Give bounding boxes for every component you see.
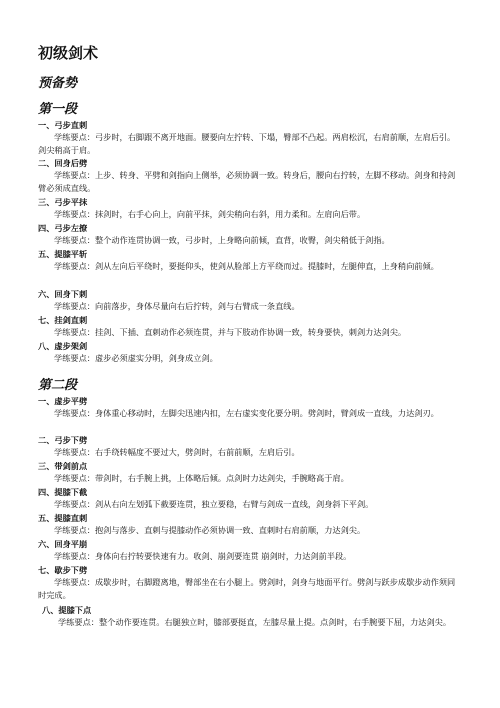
section-heading-1: 第一段 [38, 102, 78, 117]
item-body: 学练要点：抹剑时，右手心向上，向前平抹，剑尖稍向右斜，用力柔和。左肩向后带。 [54, 209, 366, 219]
section-1-item-5 [38, 248, 462, 273]
section-2-item-3 [38, 460, 462, 485]
item-body: 学练要点：弓步时，右脚跟不离开地面。腰要向左拧转、下塌，臀部不凸起。两肩松沉，右肩前顺，左肩后引。剑尖稍高于肩。 [38, 132, 456, 155]
document-title: 初级剑术 [38, 44, 99, 62]
item-heading: 五、提膝平斩 [38, 249, 88, 259]
item-heading: 二、弓步下劈 [38, 435, 88, 445]
section-2-item-1 [38, 395, 462, 420]
item-body: 学练要点：整个动作连贯协调一致，弓步时，上身略向前倾，直背，收臀，剑尖稍低于剑指。 [54, 235, 390, 245]
section-1-item-4 [38, 222, 462, 247]
item-heading: 七、挂剑直刺 [38, 315, 88, 325]
item-heading: 四、提膝下截 [38, 487, 88, 497]
item-heading: 一、虚步平劈 [38, 396, 88, 406]
item-heading: 七、歇步下劈 [38, 565, 88, 575]
section-2-item-8 [38, 604, 462, 629]
item-heading: 二、回身后劈 [38, 158, 88, 168]
section-2-item-6 [38, 538, 462, 563]
item-body: 学练要点：剑从左向后平绕时，要挺仰头，使剑从脸部上方平绕而过。提膝时，左腿伸直，上身稍向前倾。 [54, 261, 439, 271]
item-body: 学练要点：成歇步时，右脚蹬离地，臀部坐在右小腿上。劈剑时，剑身与地面平行。劈剑与跃步成歇步动作须同时完成。 [38, 577, 456, 600]
section-2-item-7 [38, 564, 462, 601]
item-body: 学练要点：挂剑、下插、直刺动作必须连贯，并与下肢动作协调一致，转身要快，刺剑力达剑尖。 [54, 327, 407, 337]
section-1-item-2 [38, 157, 462, 194]
item-body: 学练要点：带剑时，右手腕上挑，上体略后倾。点剑时力达剑尖，手腕略高于肩。 [54, 473, 349, 483]
section-2-item-5 [38, 512, 462, 537]
item-body: 学练要点：整个动作要连贯。右腿独立时，膝部要挺直，左膝尽量上提。点剑时，右手腕要下屈，力达剑尖。 [58, 617, 452, 627]
preparation-heading: 预备势 [38, 76, 78, 91]
item-heading: 八、虚步架剑 [38, 341, 88, 351]
item-body: 学练要点：虚步必须虚实分明，剑身成立剑。 [54, 353, 218, 363]
section-2-item-4 [38, 486, 462, 511]
section-1-item-8 [38, 340, 462, 365]
item-heading: 六、回身下刺 [38, 289, 88, 299]
item-heading: 五、提膝直刺 [38, 513, 88, 523]
item-heading: 六、回身平崩 [38, 539, 88, 549]
section-2-item-2 [38, 434, 462, 459]
item-heading: 八、提膝下点 [42, 605, 92, 615]
item-heading: 一、弓步直刺 [38, 120, 88, 130]
item-body: 学练要点：剑从右向左划弧下截要连贯，独立要稳，右臂与剑成一直线，剑身斜下平剑。 [54, 499, 374, 509]
item-body: 学练要点：上步、转身、平劈和剑指向上侧举，必须协调一致。转身后，腰向右拧转，左脚不移动。剑身和持剑臂必须成直线。 [38, 170, 456, 193]
section-1-item-1 [38, 119, 462, 156]
item-body: 学练要点：抱剑与落步、直刺与提膝动作必须协调一致、直刺时右肩前顺，力达剑尖。 [54, 525, 366, 535]
item-body: 学练要点：向前落步，身体尽量向右后拧转，剑与右臂成一条直线。 [54, 301, 300, 311]
section-heading-2: 第二段 [38, 378, 78, 393]
item-body: 学练要点：身体向右拧转要快速有力。收剑、崩剑要连贯 崩剑时，力达剑前半段。 [54, 551, 352, 561]
item-body: 学练要点：身体重心移动时，左脚尖迅速内扣，左右虚实变化要分明。劈剑时，臂剑成一直线，力达剑刃。 [54, 408, 439, 418]
item-heading: 三、带剑前点 [38, 461, 88, 471]
section-1-item-7 [38, 314, 462, 339]
item-body: 学练要点：右手绕转幅度不要过大，劈剑时，右前前顺，左肩后引。 [54, 447, 300, 457]
item-heading: 四、弓步左撩 [38, 223, 88, 233]
section-1-item-6 [38, 288, 462, 313]
item-heading: 三、弓步平抹 [38, 197, 88, 207]
section-1-item-3 [38, 196, 462, 221]
